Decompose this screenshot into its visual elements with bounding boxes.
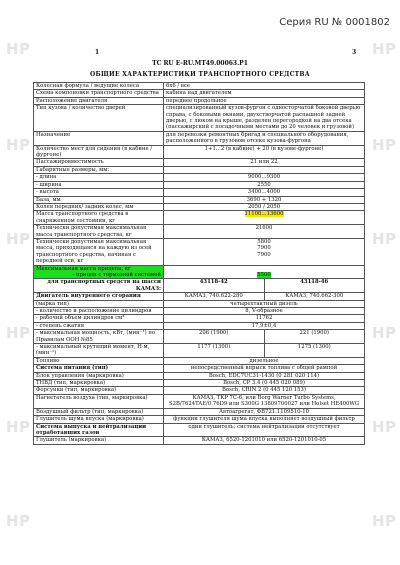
table-row — [34, 416, 365, 423]
row-value: переднее продольное — [164, 97, 365, 104]
row-label: Пассажировместимость — [34, 159, 164, 166]
serial-number: Серия RU № 0001802 — [279, 17, 390, 28]
row-label: Нагнетатель воздуха (тип, маркировка) — [34, 394, 164, 408]
row-label: Технически допустимая максимальная масса, приходящаяся на каждую из осей транспортного средства, начиная с передней оси, кг — [34, 238, 164, 265]
row-label: для транспортных средств на шасси КАМАЗ: — [34, 279, 164, 293]
row-value: 1275 (1300) — [264, 344, 365, 358]
column-header: 43118-42 — [164, 279, 265, 293]
row-value: для перевозки ремонтных бригад и специального оборудования, расположенного в грузовом отсеке кузова-фургона — [164, 131, 365, 145]
row-value: кабина над двигателем — [164, 90, 365, 97]
row-value: 9000…9300 — [164, 174, 365, 181]
row-value: 2050 / 2050 — [164, 203, 365, 210]
row-label: Воздушный фильтр (тип, маркировка) — [34, 408, 164, 415]
row-label: (марка тип) — [34, 300, 164, 307]
page-number-left: 1 — [95, 49, 100, 56]
table-row — [34, 423, 365, 437]
specifications-table — [33, 82, 365, 445]
table-row — [34, 380, 365, 387]
row-value: 21600 — [164, 225, 365, 239]
row-value: непосредственный впрыск топлива с общей рампой — [164, 365, 365, 372]
table-row — [34, 225, 365, 239]
table-row — [34, 293, 365, 300]
table-row — [34, 300, 365, 307]
row-label: - длина — [34, 174, 164, 181]
table-row — [34, 166, 365, 173]
row-value: Bosch, EDC7UC31-1430 (0 281 020 114) — [164, 372, 365, 379]
watermark-text: HP — [6, 512, 31, 530]
row-label: - степень сжатия — [34, 322, 164, 329]
table-row — [34, 189, 365, 196]
certificate-number: TC RU E-RU.MT49.00063.P1 — [152, 60, 248, 67]
row-sublabel: - прицеп с тормозной системой — [72, 271, 161, 278]
table-row — [34, 279, 365, 293]
row-value: КАМАЗ, ТКР 7С-6, или Borg Warner Turbo Systems, S2B/7624TAE/0.76D9 или S300G 13809700027 или Holset HE400WG — [164, 394, 365, 408]
table-row — [34, 145, 365, 159]
table-row — [34, 203, 365, 210]
watermark-text: HP — [6, 136, 31, 154]
page-number-right: 3 — [352, 49, 357, 56]
row-value: 7900 — [257, 251, 271, 258]
row-label: - ширина — [34, 181, 164, 188]
watermark-text: HP — [372, 324, 397, 342]
watermark-text: HP — [372, 136, 397, 154]
row-label: Масса транспортного средства в снаряженном состоянии, кг — [34, 211, 164, 225]
row-value: Bosch, CRIN 2 (0 445 120 153) — [164, 387, 365, 394]
column-header: 43118-46 — [264, 279, 365, 293]
row-label: Двигатель внутреннего сгорания — [34, 293, 164, 300]
table-row — [34, 159, 365, 166]
row-value: 6x6 / все — [164, 83, 365, 90]
row-value: 17,9±0,4 — [164, 322, 365, 329]
row-value: 5800 — [257, 238, 271, 245]
table-row — [34, 387, 365, 394]
row-value: 3400…4000 — [164, 189, 365, 196]
row-label: - максимальная мощность, кВт, (мин⁻¹) по Правилам ООН №85 — [34, 330, 164, 344]
row-label: - количество и расположение цилиндров — [34, 308, 164, 315]
row-value: Bosch, CP 3.4 (0 445 020 089) — [164, 380, 365, 387]
watermark-text: HP — [372, 418, 397, 436]
row-label: База, мм — [34, 196, 164, 203]
row-label: Глушитель (маркировка) — [34, 437, 164, 444]
row-label: Колесная формула / ведущие колеса — [34, 83, 164, 90]
watermark-text: HP — [6, 40, 31, 58]
row-label: Система выпуска и нейтрализации отработавших газов — [34, 423, 164, 437]
table-row — [34, 357, 365, 364]
table-row — [34, 437, 365, 444]
watermark-text: HP — [372, 40, 397, 58]
row-value: 3690 + 1320 — [164, 196, 365, 203]
table-row — [34, 315, 365, 322]
table-row — [34, 372, 365, 379]
row-label: Габаритные размеры, мм: — [34, 166, 164, 173]
row-label: Тип кузова / количество дверей — [34, 105, 164, 132]
table-row — [34, 265, 365, 279]
row-label: Технически допустимая максимальная масса транспортного средства, кг — [34, 225, 164, 239]
table-row — [34, 97, 365, 104]
row-value: 11762 — [164, 315, 365, 322]
table-row — [34, 322, 365, 329]
table-row — [34, 330, 365, 344]
row-label: Топливо — [34, 357, 164, 364]
table-row — [34, 83, 365, 90]
watermark-text: HP — [6, 418, 31, 436]
row-value: 221 (1900) — [264, 330, 365, 344]
row-value: 7900 — [257, 245, 271, 252]
row-label: - максимальный крутящий момент, Н·м, (мин⁻¹) — [34, 344, 164, 358]
row-label: - рабочий объем цилиндров см³ — [34, 315, 164, 322]
row-label: Колея передних/ задних колес, мм — [34, 203, 164, 210]
table-row — [34, 105, 365, 132]
table-row — [34, 211, 365, 225]
row-label: Назначение — [34, 131, 164, 145]
row-value: четырехтактный дизель — [164, 300, 365, 307]
row-label: Количество мест для сидения (в кабине / фургоне) — [34, 145, 164, 159]
row-label: Максимальная масса прицепа, кг — [36, 265, 131, 272]
row-label: Расположение двигателя — [34, 97, 164, 104]
watermark-text: HP — [372, 512, 397, 530]
row-value: 21 или 22 — [164, 159, 365, 166]
table-row — [34, 394, 365, 408]
row-value: 5500 — [257, 271, 271, 278]
row-label: Система питания (тип) — [34, 365, 164, 372]
row-value: 1177 (1300) — [164, 344, 265, 358]
row-value: 206 (1900) — [164, 330, 265, 344]
row-value: КАМАЗ, 740.622-280 — [164, 293, 265, 300]
table-row — [34, 365, 365, 372]
row-value: 8, V-образное — [164, 308, 365, 315]
table-row — [34, 196, 365, 203]
table-row — [34, 408, 365, 415]
row-value: Автоагрегат, ФВ721.1109510-10 — [164, 408, 365, 415]
table-row — [34, 344, 365, 358]
watermark-text: HP — [372, 230, 397, 248]
row-label: Глушитель шума впуска (маркировка) — [34, 416, 164, 423]
table-row — [34, 174, 365, 181]
document-title: ОБЩИЕ ХАРАКТЕРИСТИКИ ТРАНСПОРТНОГО СРЕДСТВА — [89, 71, 310, 78]
row-value: 1+1...2 (в кабине) + 20 (в кузове-фургоне) — [164, 145, 365, 159]
table-row — [34, 90, 365, 97]
row-value: дизельное — [164, 357, 365, 364]
watermark-text: HP — [6, 230, 31, 248]
row-label: Блок управления (маркировка) — [34, 372, 164, 379]
table-row — [34, 131, 365, 145]
row-value: 11100…13600 — [244, 211, 284, 218]
row-value: 2550 — [164, 181, 365, 188]
row-value: специализированный кузов-фургон с односторчатой боковой дверью справа, с боковыми окнами, двухстворчатой распашной задней дверью, с люком на крыше, разделен перегородкой на два отсека (пассажирский с посадочными местами до 20 человек и грузовой) — [164, 105, 365, 132]
row-value: КАМАЗ, 6520-1201010 или 6520-1201010-05 — [164, 437, 365, 444]
table-row — [34, 181, 365, 188]
row-value: функции глушителя шума впуска выполняет воздушный фильтр — [164, 416, 365, 423]
row-label: Форсунки (тип, маркировка) — [34, 387, 164, 394]
watermark-text: HP — [6, 324, 31, 342]
table-row — [34, 238, 365, 265]
table-row — [34, 308, 365, 315]
row-value: один глушитель; система нейтрализации отсутствует — [164, 423, 365, 437]
row-value: КАМАЗ, 740.662-300 — [264, 293, 365, 300]
row-label: Схема компоновки транспортного средства — [34, 90, 164, 97]
row-label: - высота — [34, 189, 164, 196]
row-label: ТНВД (тип, маркировка) — [34, 380, 164, 387]
